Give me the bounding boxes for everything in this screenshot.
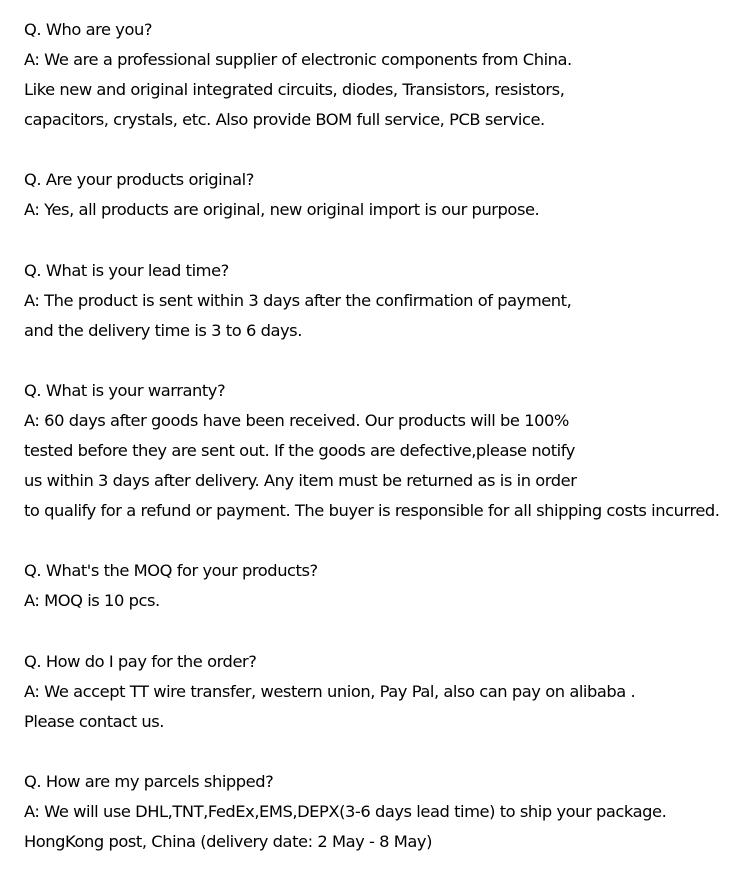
faq-item-moq	[24, 556, 744, 616]
faq-question: Q. How are my parcels shipped?	[24, 771, 274, 791]
faq-answer-line: A: The product is sent within 3 days after the confirmation of payment,	[24, 290, 572, 310]
faq-answer-line: A: MOQ is 10 pcs.	[24, 591, 160, 611]
faq-answer-line: A: 60 days after goods have been received. Our products will be 100%	[24, 410, 569, 430]
faq-item-warranty	[24, 376, 744, 526]
faq-answer-line: Like new and original integrated circuits, diodes, Transistors, resistors,	[24, 80, 565, 100]
faq-answer-line: A: We will use DHL,TNT,FedEx,EMS,DEPX(3-6 days lead time) to ship your package.	[24, 801, 667, 821]
faq-answer-line: Please contact us.	[24, 711, 164, 731]
faq-question: Q. Are your products original?	[24, 170, 254, 190]
faq-question: Q. What is your lead time?	[24, 260, 229, 280]
faq-answer-line: A: We are a professional supplier of electronic components from China.	[24, 50, 572, 70]
faq-item-products-original	[24, 165, 744, 225]
faq-answer-line: tested before they are sent out. If the goods are defective,please notify	[24, 441, 575, 461]
faq-answer-line: and the delivery time is 3 to 6 days.	[24, 320, 302, 340]
faq-question: Q. What's the MOQ for your products?	[24, 561, 318, 581]
faq-answer-line: us within 3 days after delivery. Any item must be returned as is in order	[24, 471, 577, 491]
faq-question: Q. Who are you?	[24, 20, 153, 39]
faq-question: Q. What is your warranty?	[24, 380, 226, 400]
faq-item-lead-time	[24, 256, 744, 346]
faq-answer-line: A: We accept TT wire transfer, western union, Pay Pal, also can pay on alibaba .	[24, 681, 636, 701]
faq-item-shipping	[24, 767, 744, 857]
faq-answer-line: capacitors, crystals, etc. Also provide BOM full service, PCB service.	[24, 110, 545, 130]
faq-section	[24, 15, 744, 887]
faq-item-payment	[24, 647, 744, 737]
faq-answer-line: to qualify for a refund or payment. The buyer is responsible for all shipping costs incurred.	[24, 501, 720, 521]
faq-answer-line: A: Yes, all products are original, new original import is our purpose.	[24, 200, 540, 220]
faq-answer-line: HongKong post, China (delivery date: 2 May - 8 May)	[24, 831, 433, 851]
faq-item-who-are-you	[24, 15, 744, 135]
faq-question: Q. How do I pay for the order?	[24, 651, 257, 671]
